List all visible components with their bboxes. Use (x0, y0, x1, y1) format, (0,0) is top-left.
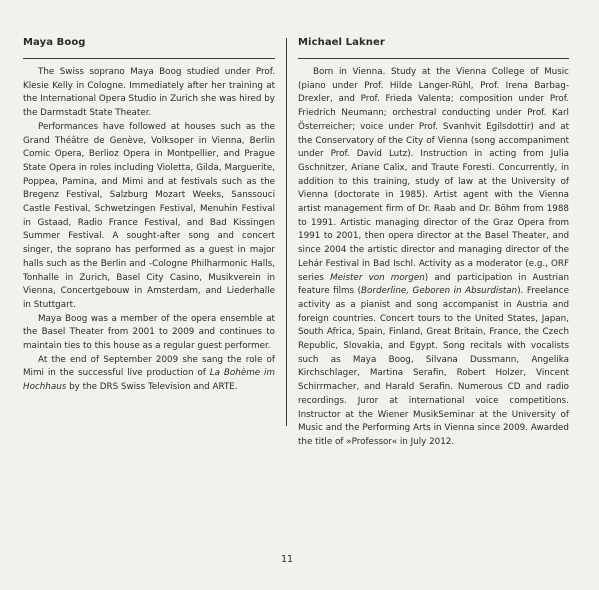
bio-maya-boog (23, 66, 275, 395)
page-number: 11 (280, 554, 294, 565)
bio-michael-lakner (298, 66, 569, 450)
bio-paragraph: The Swiss soprano Maya Boog studied under Prof. Klesie Kelly in Cologne. Immediately after her training at the International Opera Studio in Zurich she was hired by the Darmstadt State Theater. (23, 67, 275, 119)
bio-paragraph: Maya Boog was a member of the opera ensemble at the Basel Theater from 2001 to 2009 and continues to maintain ties to this house as a regular guest performer. (23, 313, 275, 352)
bio-paragraph: Performances have followed at houses such as the Grand Théâtre de Genève, Volksoper in Vienna, Berlin Comic Opera, Berlioz Opera in Montpellier, and Prague State Opera in roles including Violetta, Gilda, Marguerite, Poppea, Pamina, and Mimi and at festivals such as the Bregenz Festival, Salzburg Mozart Weeks, Sanssouci Castle Festival, Schwetzingen Festival, Menuhin Festival in Gstaad, Radio France Festival, and Bad Kissingen Summer Festival. A sought-after song and concert singer, the soprano has performed as a guest in major halls such as the Berlin and -Cologne Philharmonic Halls, Tonhalle in Zurich, Basel City Casino, Musikverein in Vienna, Concertgebouw in Amsterdam, and Liederhalle in Stuttgart. (23, 121, 275, 310)
film-titles: Borderline, Geboren in Absurdistan (361, 286, 518, 297)
column-divider (286, 38, 287, 426)
heading-rule-right (298, 58, 569, 59)
heading-rule-left (23, 58, 275, 59)
production-title: La Bohème im Hochhaus (23, 368, 275, 393)
heading-maya-boog: Maya Boog (23, 37, 86, 48)
bio-paragraph: At the end of September 2009 she sang the role of Mimi in the successful live production of La Bohème im Hochhaus by the DRS Swiss Television and ARTE. (23, 354, 275, 393)
bio-paragraph: Born in Vienna. Study at the Vienna College of Music (piano under Prof. Hilde Langer-Rühl, Prof. Irena Barbag-Drexler, and Prof. Frieda Valenta; composition under Prof. Friedrich Neumann; orchestral conducting under Prof. Karl Österreicher; voice under Prof. Svanhvit Egilsdottir) and at the Conservatory of the City of Vienna (song accompaniment under Prof. David Lutz). Instruction in acting from Julia Gschnitzer, Ariane Calix, and Traute Foresti. Concurrently, in addition to this training, study of law at the University of Vienna (doctorate in 1985). Artist agent with the Vienna artist management firm of Dr. Raab and Dr. Böhm from 1988 to 1991. Artistic managing director of the Graz Opera from 1991 to 2001, then opera director at the Basel Theater, and since 2004 the artistic director and managing director of the Lehár Festival in Bad Ischl. Activity as a moderator (e.g., ORF series Meister von morgen) and participation in Austrian feature films (Borderline, Geboren in Absurdistan). Freelance activity as a pianist and song accompanist in Austria and foreign countries. Concert tours to the United States, Japan, South Africa, Spain, Finland, Great Britain, France, the Czech Republic, Slovakia, and Egypt. Song recitals with vocalists such as Maya Boog, Silvana Dussmann, Angelika Kirchschlager, Martina Serafin, Robert Holzer, Vincent Schirrmacher, and Harald Serafin. Numerous CD and radio recordings. Juror at international voice competitions. Instructor at the Wiener MusikSeminar at the University of Music and the Performing Arts in Vienna since 2009. Awarded the title of »Professor« in July 2012. (298, 67, 569, 447)
right-column (298, 36, 569, 447)
heading-michael-lakner: Michael Lakner (298, 37, 385, 48)
left-column (23, 36, 275, 393)
tv-series-title: Meister von morgen (330, 272, 425, 283)
